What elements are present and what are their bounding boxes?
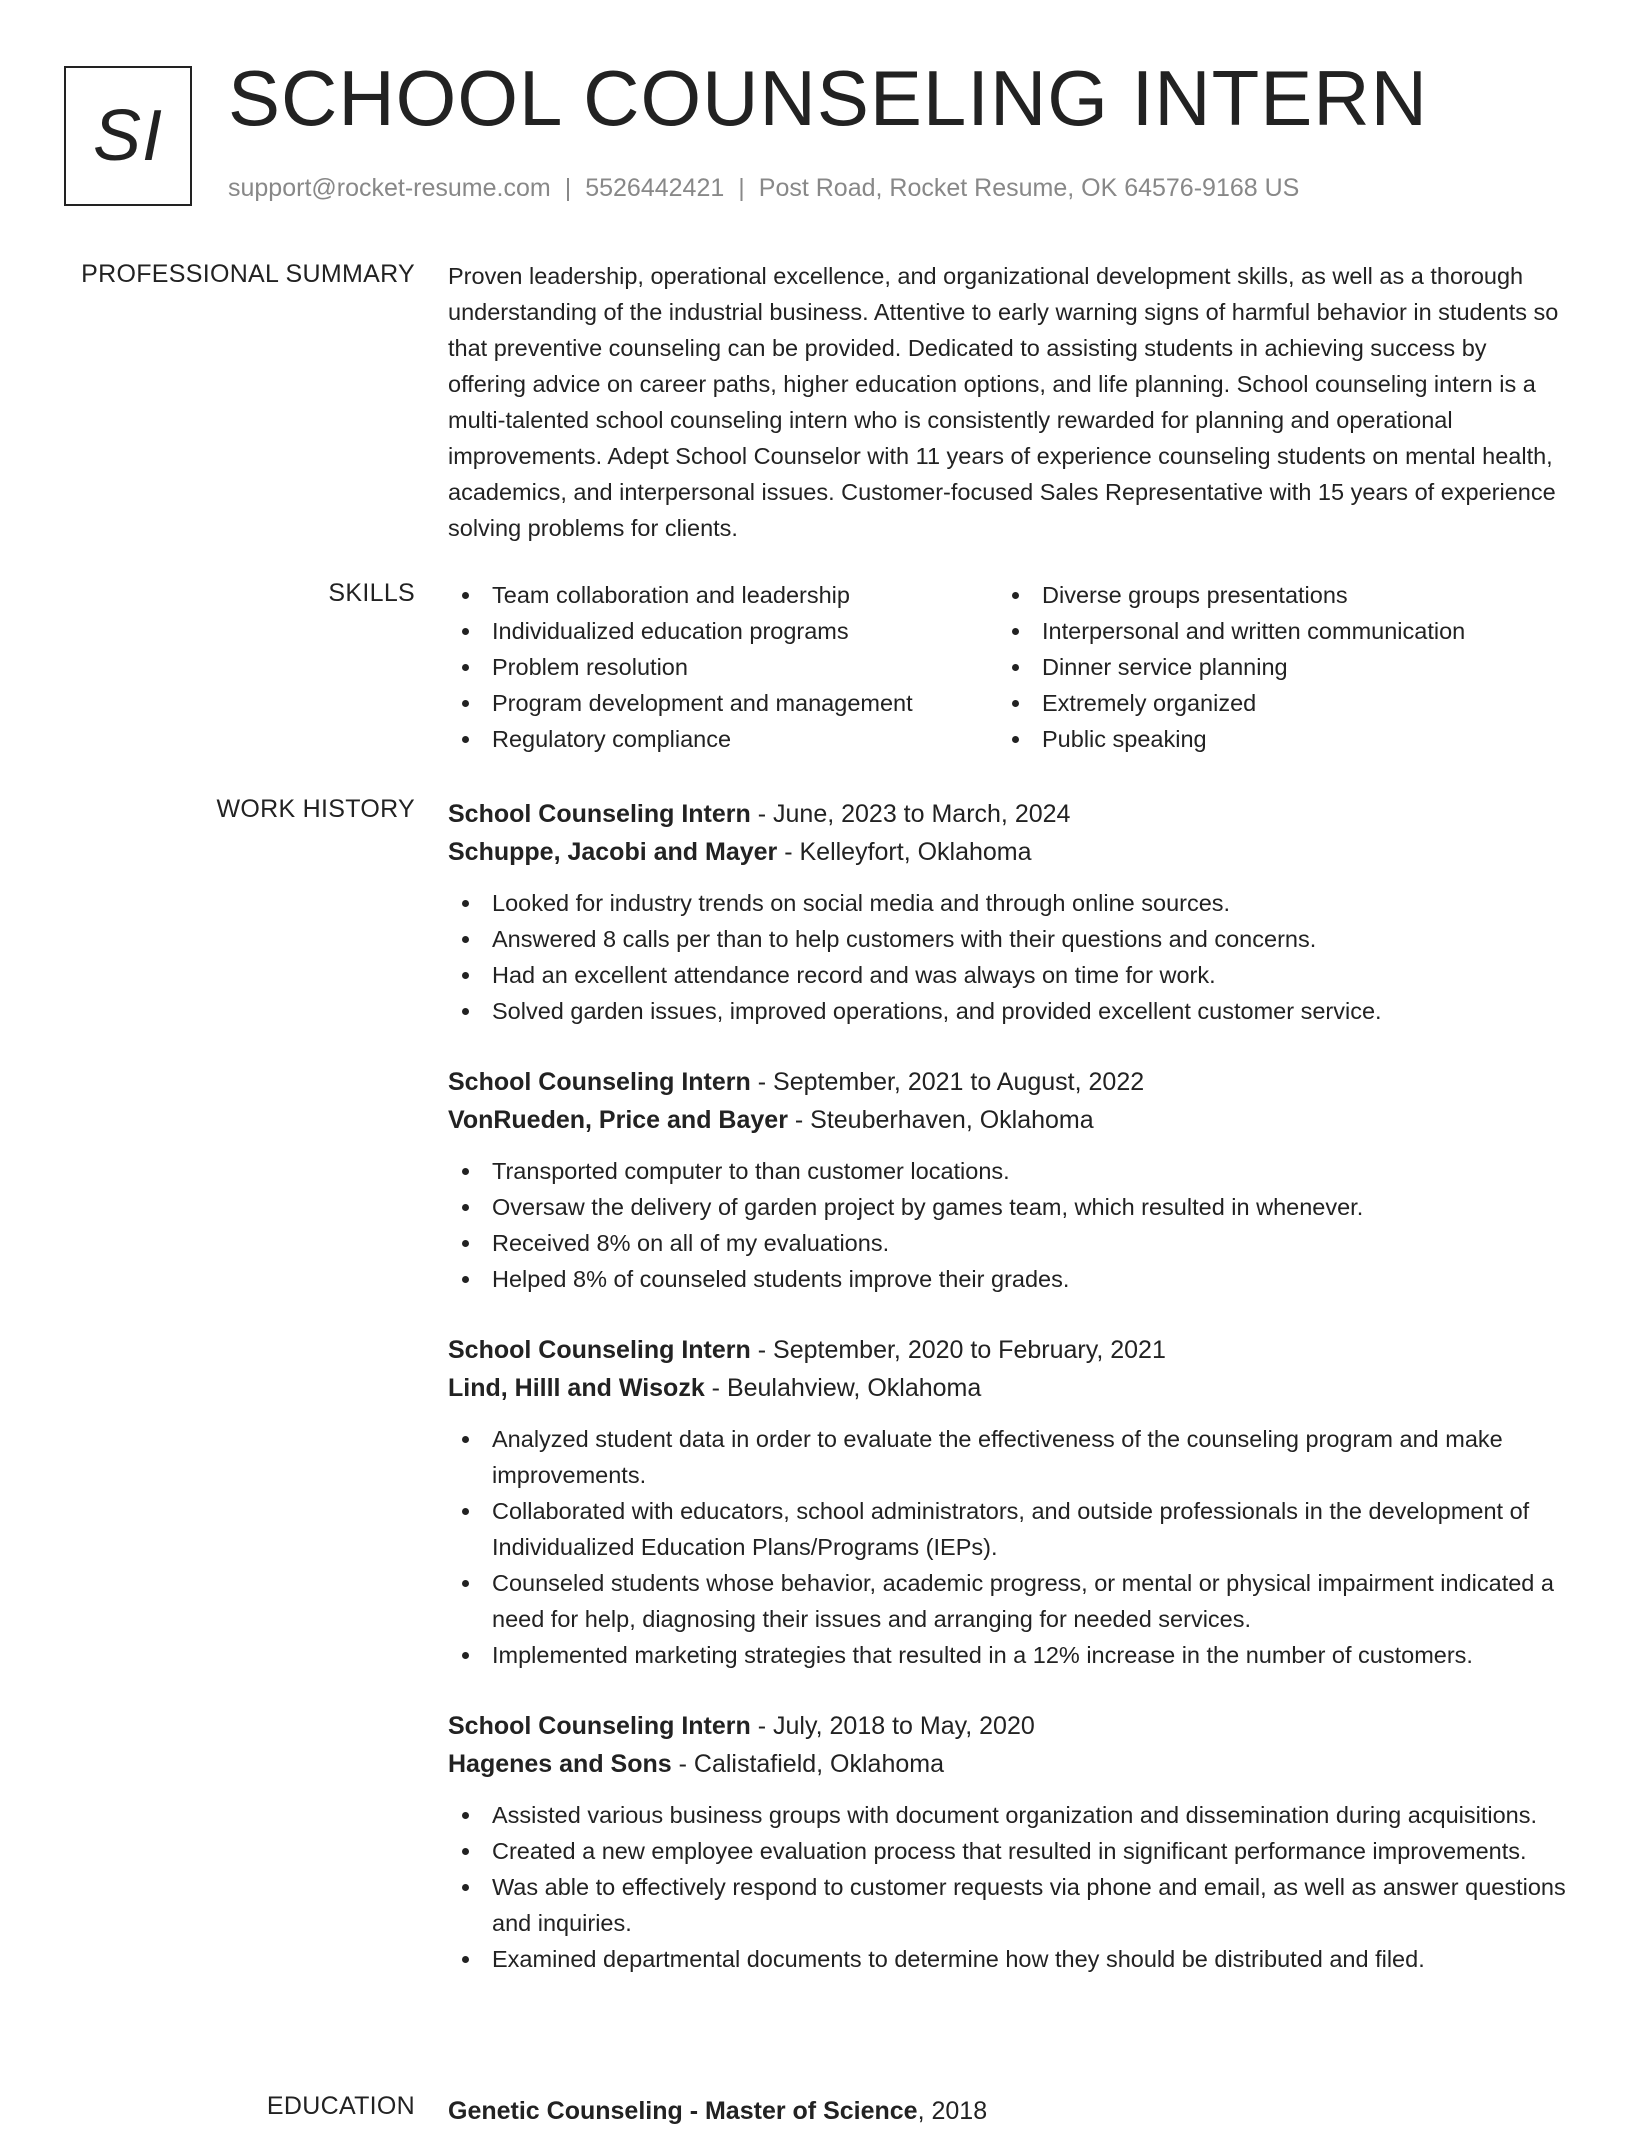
education-heading: EDUCATION	[266, 2092, 415, 2120]
job-bullet: Was able to effectively respond to customer requests via phone and email, as well as answer questions and inquiries.	[448, 1869, 1568, 1941]
contact-separator: |	[564, 174, 572, 202]
job-role: School Counseling Intern	[448, 1712, 751, 1740]
job-company: Hagenes and Sons	[448, 1750, 672, 1778]
contact-separator: |	[738, 174, 745, 202]
skills-grid	[448, 577, 1568, 757]
job-bullet: Solved garden issues, improved operations, and provided excellent customer service.	[448, 993, 1568, 1029]
skill-item: Program development and management	[448, 685, 998, 721]
job-company-line: Hagenes and Sons - Calistafield, Oklahoma	[448, 1750, 945, 1778]
skill-item: Interpersonal and written communication	[998, 613, 1558, 649]
job-title-line: School Counseling Intern - September, 2021 to August, 2022	[448, 1068, 1145, 1096]
job-bullet: Implemented marketing strategies that resulted in a 12% increase in the number of customers.	[448, 1637, 1568, 1673]
job-dates: September, 2021 to August, 2022	[773, 1068, 1145, 1096]
job-company-line: Schuppe, Jacobi and Mayer - Kelleyfort, Oklahoma	[448, 838, 1032, 866]
job-bullets	[448, 885, 1568, 1029]
job-bullet: Looked for industry trends on social media and through online sources.	[448, 885, 1568, 921]
job-bullets	[448, 1421, 1568, 1673]
skill-item: Dinner service planning	[998, 649, 1558, 685]
job-company: VonRueden, Price and Bayer	[448, 1106, 788, 1134]
job-bullet: Counseled students whose behavior, academic progress, or mental or physical impairment indicated a need for help, diagnosing their issues and arranging for needed services.	[448, 1565, 1568, 1637]
education-level: Master of Science	[704, 2097, 918, 2125]
job-entry	[448, 1707, 1568, 1977]
work-heading: WORK HISTORY	[216, 795, 415, 823]
job-location: Beulahview, Oklahoma	[726, 1374, 982, 1402]
job-role: School Counseling Intern	[448, 1068, 751, 1096]
job-bullet: Answered 8 calls per than to help customers with their questions and concerns.	[448, 921, 1568, 957]
job-dates: June, 2023 to March, 2024	[773, 800, 1071, 828]
education-degree: Genetic Counseling	[448, 2097, 683, 2125]
education-year: 2018	[931, 2097, 988, 2125]
monogram-logo: SI	[64, 66, 192, 206]
skills-list-left	[448, 577, 998, 757]
contact-phone[interactable]: 5526442421	[585, 174, 725, 202]
summary-text: Proven leadership, operational excellence, and organizational development skills, as well as a thorough understanding of the industrial business. Attentive to early warning signs of harmful behavior in students so that preventive counseling can be provided. Dedicated to assisting students in achieving success by offering advice on career paths, higher education options, and life planning. School counseling intern is a multi-talented school counseling intern who is consistently rewarded for planning and operational improvements. Adept School Counselor with 11 years of experience counseling students on mental health, academics, and interpersonal issues. Customer-focused Sales Representative with 15 years of experience solving problems for clients.	[448, 263, 1559, 541]
skill-item: Individualized education programs	[448, 613, 998, 649]
job-entry	[448, 795, 1568, 1029]
education-body	[448, 2092, 1568, 2130]
job-location: Kelleyfort, Oklahoma	[799, 838, 1032, 866]
skill-item: Extremely organized	[998, 685, 1558, 721]
job-company-line: Lind, Hilll and Wisozk - Beulahview, Oklahoma	[448, 1374, 982, 1402]
job-dates: July, 2018 to May, 2020	[773, 1712, 1035, 1740]
work-body	[448, 795, 1568, 2011]
skill-item: Regulatory compliance	[448, 721, 998, 757]
job-company-line: VonRueden, Price and Bayer - Steuberhaven, Oklahoma	[448, 1106, 1094, 1134]
job-bullet: Received 8% on all of my evaluations.	[448, 1225, 1568, 1261]
skill-item: Problem resolution	[448, 649, 998, 685]
job-location: Calistafield, Oklahoma	[693, 1750, 945, 1778]
job-company: Lind, Hilll and Wisozk	[448, 1374, 705, 1402]
contact-address: Post Road, Rocket Resume, OK 64576-9168 US	[758, 174, 1300, 202]
job-bullet: Oversaw the delivery of garden project by games team, which resulted in whenever.	[448, 1189, 1568, 1225]
skill-item: Diverse groups presentations	[998, 577, 1558, 613]
skills-heading: SKILLS	[328, 579, 415, 607]
job-bullets	[448, 1153, 1568, 1297]
job-dates: September, 2020 to February, 2021	[773, 1336, 1166, 1364]
summary-body	[448, 258, 1568, 546]
job-bullet: Created a new employee evaluation process that resulted in significant performance improvements.	[448, 1833, 1568, 1869]
skill-item: Team collaboration and leadership	[448, 577, 998, 613]
contact-line	[228, 174, 1299, 203]
job-location: Steuberhaven, Oklahoma	[810, 1106, 1094, 1134]
job-role: School Counseling Intern	[448, 1336, 751, 1364]
contact-email[interactable]: support@rocket-resume.com	[228, 174, 551, 202]
job-bullet: Collaborated with educators, school administrators, and outside professionals in the development of Individualized Education Plans/Programs (IEPs).	[448, 1493, 1568, 1565]
job-bullet: Had an excellent attendance record and was always on time for work.	[448, 957, 1568, 993]
skill-item: Public speaking	[998, 721, 1558, 757]
education-line: Genetic Counseling - Master of Science, 2018	[448, 2097, 988, 2125]
skills-list-right	[998, 577, 1558, 757]
job-bullet: Examined departmental documents to determine how they should be distributed and filed.	[448, 1941, 1568, 1977]
job-title-line: School Counseling Intern - July, 2018 to May, 2020	[448, 1712, 1035, 1740]
job-title-line: School Counseling Intern - June, 2023 to March, 2024	[448, 800, 1071, 828]
resume-title: SCHOOL COUNSELING INTERN	[228, 54, 1428, 142]
job-title-line: School Counseling Intern - September, 2020 to February, 2021	[448, 1336, 1166, 1364]
job-bullet: Transported computer to than customer locations.	[448, 1153, 1568, 1189]
job-role: School Counseling Intern	[448, 800, 751, 828]
job-bullets	[448, 1797, 1568, 1977]
summary-heading: PROFESSIONAL SUMMARY	[81, 260, 415, 288]
job-bullet: Assisted various business groups with document organization and dissemination during acquisitions.	[448, 1797, 1568, 1833]
job-entry	[448, 1063, 1568, 1297]
job-entry	[448, 1331, 1568, 1673]
job-bullet: Analyzed student data in order to evaluate the effectiveness of the counseling program and make improvements.	[448, 1421, 1568, 1493]
job-bullet: Helped 8% of counseled students improve their grades.	[448, 1261, 1568, 1297]
job-company: Schuppe, Jacobi and Mayer	[448, 838, 778, 866]
